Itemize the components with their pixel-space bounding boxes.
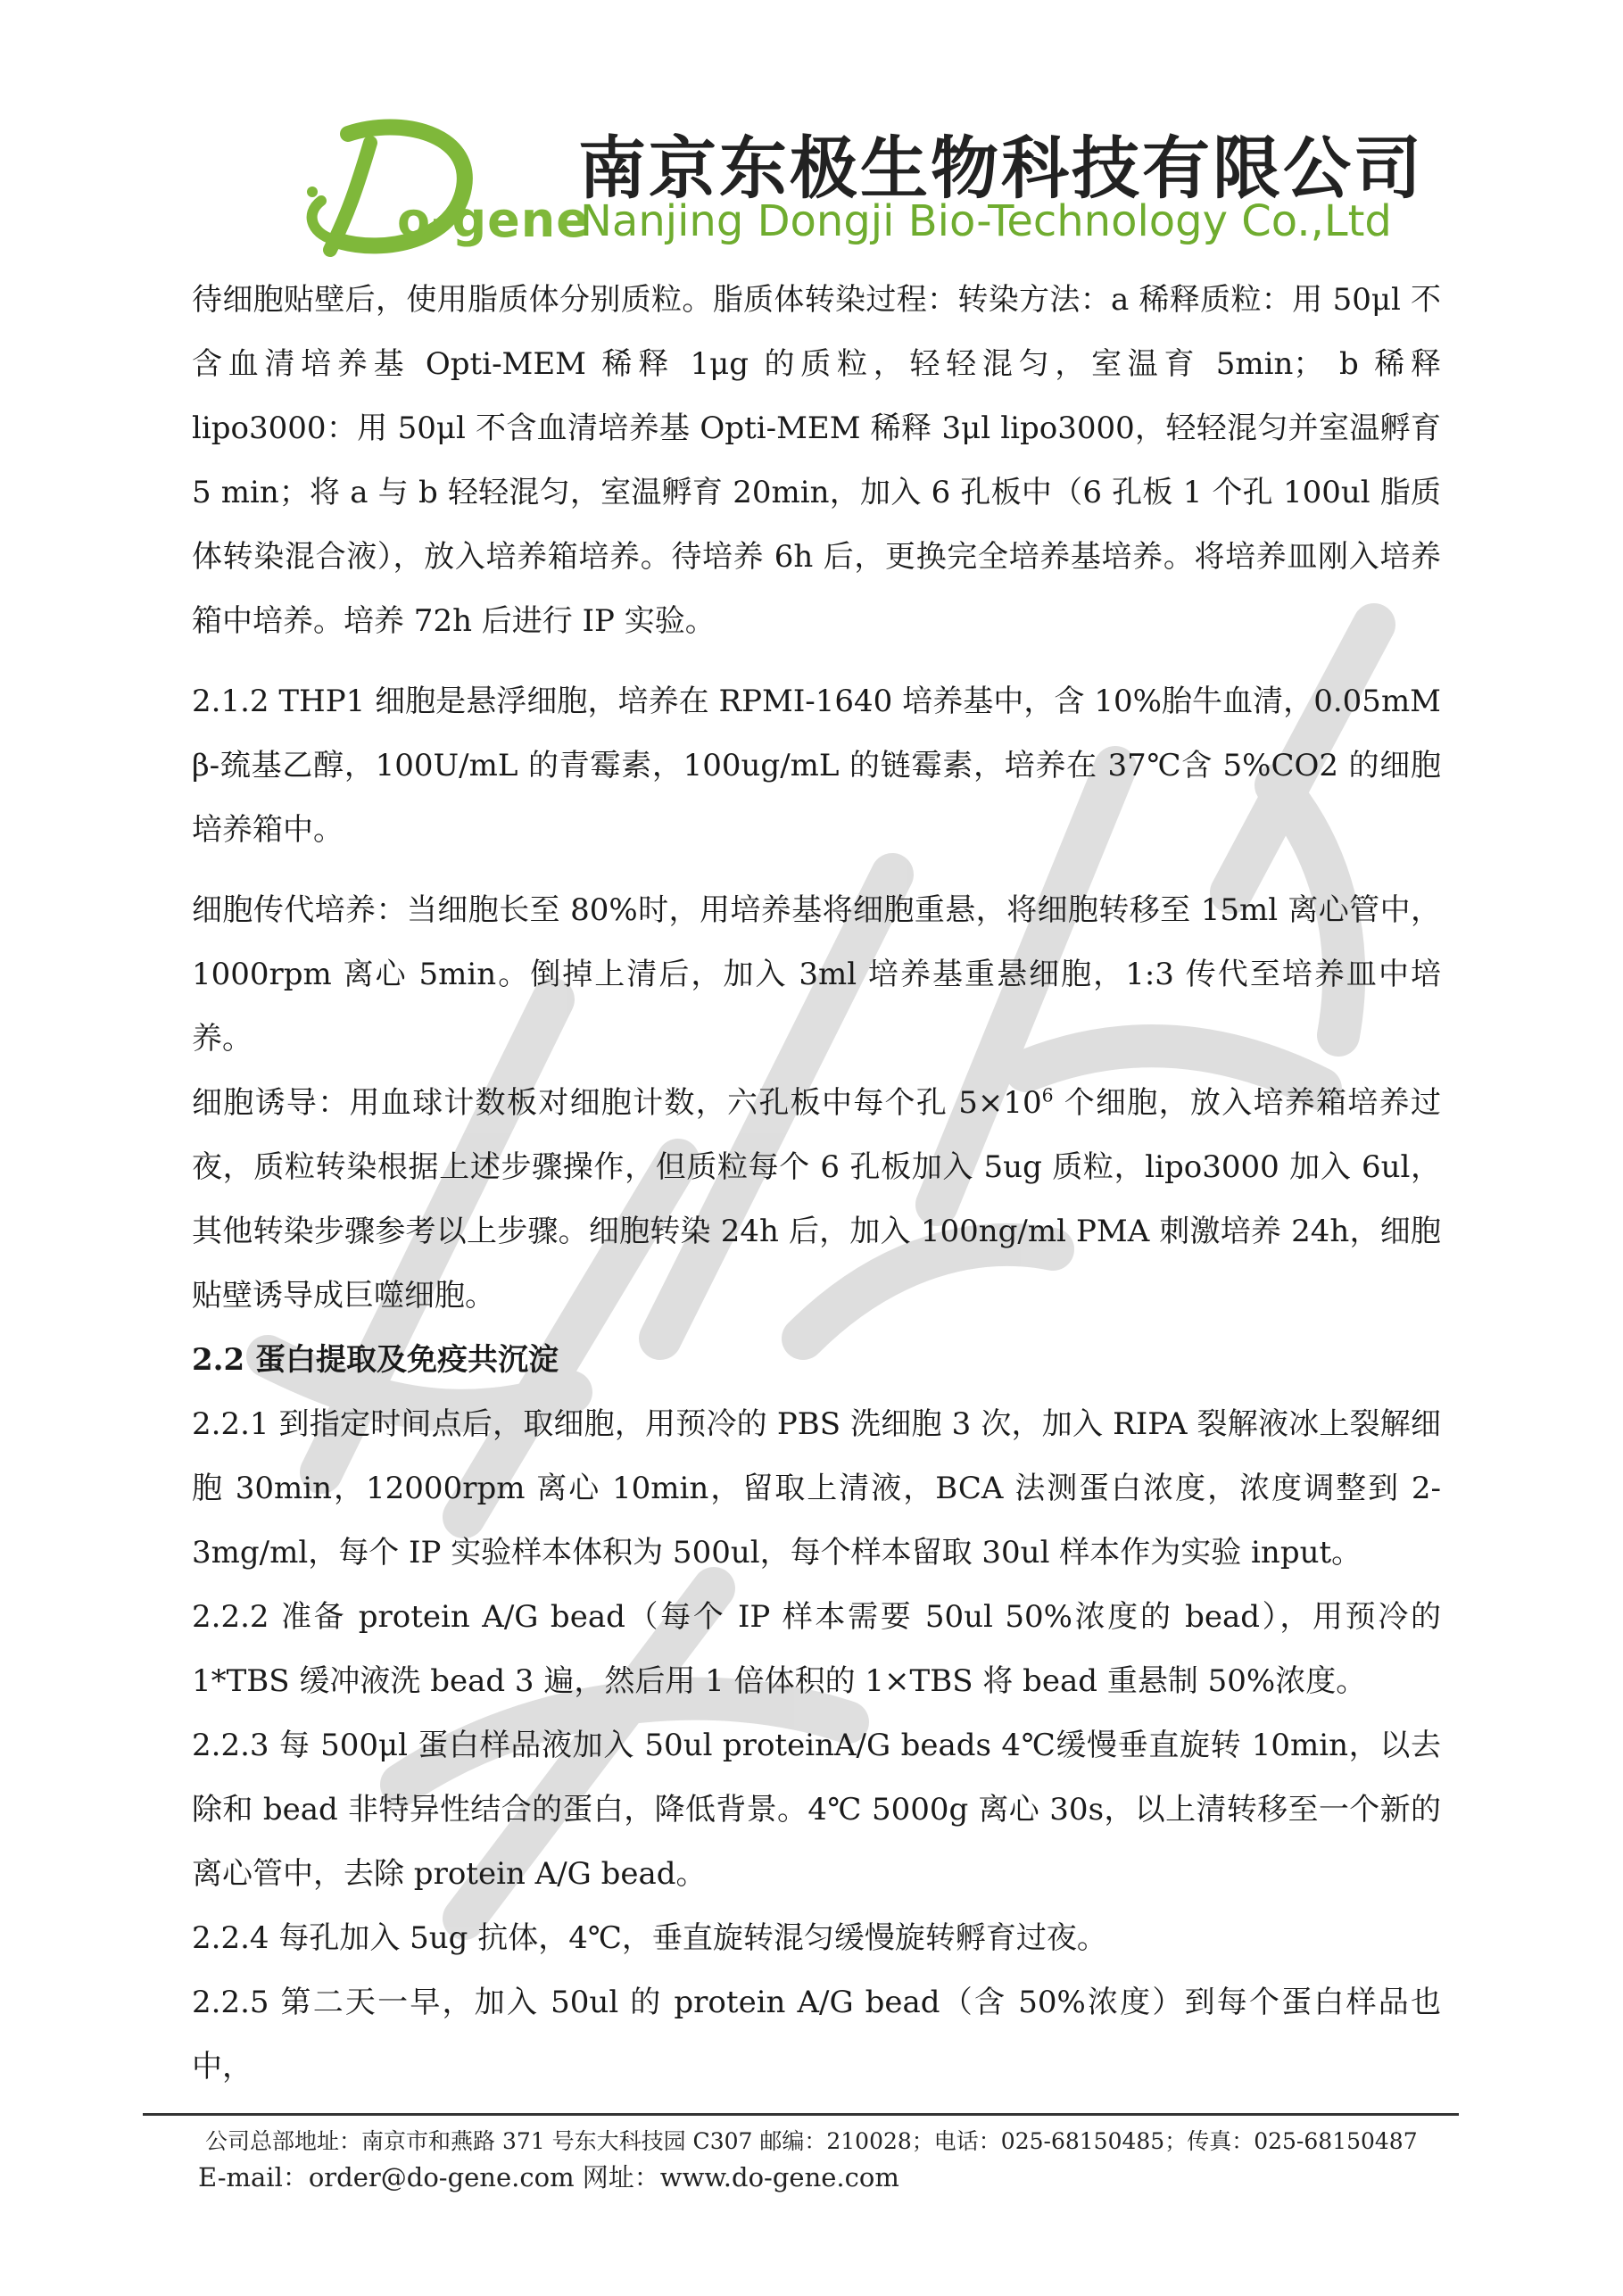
company-name-en: Nanjing Dongji Bio-Technology Co.,Ltd [580,196,1392,246]
paragraph-2-2-4: 2.2.4 每孔加入 5ug 抗体，4℃，垂直旋转混匀缓慢旋转孵育过夜。 [192,1920,1107,1956]
paragraph-passage-culture: 细胞传代培养：当细胞长至 80%时，用培养基将细胞重悬，将细胞转移至 15ml 离心管中，1000rpm 离心 5min。倒掉上清后，加入 3ml 培养基重悬细胞，1:3 传代至培养皿中培养。 [192,892,1441,1057]
logo-wordmark: o-gene [397,192,590,248]
section-heading-2-2: 2.2 蛋白提取及免疫共沉淀 [192,1342,559,1378]
footer-divider [143,2113,1459,2116]
document-body [192,268,1441,2099]
letterhead [286,107,1424,259]
company-name-cn: 南京东极生物科技有限公司 [578,128,1424,208]
paragraph-2-1-2: 2.1.2 THP1 细胞是悬浮细胞，培养在 RPMI-1640 培养基中，含 10%胎牛血清，0.05mM β-巯基乙醇，100U/mL 的青霉素，100ug/mL 的链霉素，培养在 37℃含 5%CO2 的细胞培养箱中。 [192,684,1441,848]
paragraph-cell-induction [192,1071,1441,1328]
induction-text-a: 细胞诱导：用血球计数板对细胞计数，六孔板中每个孔 5×10 [192,1085,1042,1121]
paragraph-2-2-5: 2.2.5 第二天一早，加入 50ul 的 protein A/G bead（含 50%浓度）到每个蛋白样品也中， [192,1985,1441,2085]
footer-contact: E-mail：order@do-gene.com 网址：www.do-gene.com [198,2162,899,2192]
paragraph-transfection: 待细胞贴壁后，使用脂质体分别质粒。脂质体转染过程：转染方法：a 稀释质粒：用 50μl 不含血清培养基 Opti-MEM 稀释 1μg 的质粒，轻轻混匀，室温育 5min； b 稀释 lipo3000：用 50μl 不含血清培养基 Opti-MEM 稀释 3μl lipo3000，轻轻混匀并室温孵育 5 min；将 a 与 b 轻轻混匀，室温孵育 20min，加入 6 孔板中（6 孔板 1 个孔 100ul 脂质体转染混合液），放入培养箱培养。待培养 6h 后，更换完全培养基培养。将培养皿刚入培养箱中培养。培养 72h 后进行 IP 实验。 [192,282,1441,639]
induction-text-b: 个细胞，放入培养箱培养过夜，质粒转染根据上述步骤操作，但质粒每个 6 孔板加入 5ug 质粒，lipo3000 加入 6ul，其他转染步骤参考以上步骤。细胞转染 24h 后，加入 100ng/ml PMA 刺激培养 24h，细胞贴壁诱导成巨噬细胞。 [192,1085,1441,1314]
paragraph-2-2-2: 2.2.2 准备 protein A/G bead（每个 IP 样本需要 50ul 50%浓度的 bead），用预冷的 1*TBS 缓冲液洗 bead 3 遍，然后用 1 倍体积的 1×TBS 将 bead 重悬制 50%浓度。 [192,1599,1441,1699]
induction-exponent: 6 [1041,1084,1054,1107]
paragraph-2-2-3: 2.2.3 每 500μl 蛋白样品液加入 50ul proteinA/G beads 4℃缓慢垂直旋转 10min，以去除和 bead 非特异性结合的蛋白，降低背景。4℃ 5000g 离心 30s，以上清转移至一个新的离心管中，去除 protein A/G bead。 [192,1728,1441,1892]
paragraph-2-2-1: 2.2.1 到指定时间点后，取细胞，用预冷的 PBS 洗细胞 3 次，加入 RIPA 裂解液冰上裂解细胞 30min，12000rpm 离心 10min，留取上清液，BCA 法测蛋白浓度，浓度调整到 2-3mg/ml，每个 IP 实验样本体积为 500ul，每个样本留取 30ul 样本作为实验 input。 [192,1406,1441,1571]
footer-address: 公司总部地址：南京市和燕路 371 号东大科技园 C307 邮编：210028；电话：025-68150485；传真：025-68150487 [205,2128,1418,2154]
